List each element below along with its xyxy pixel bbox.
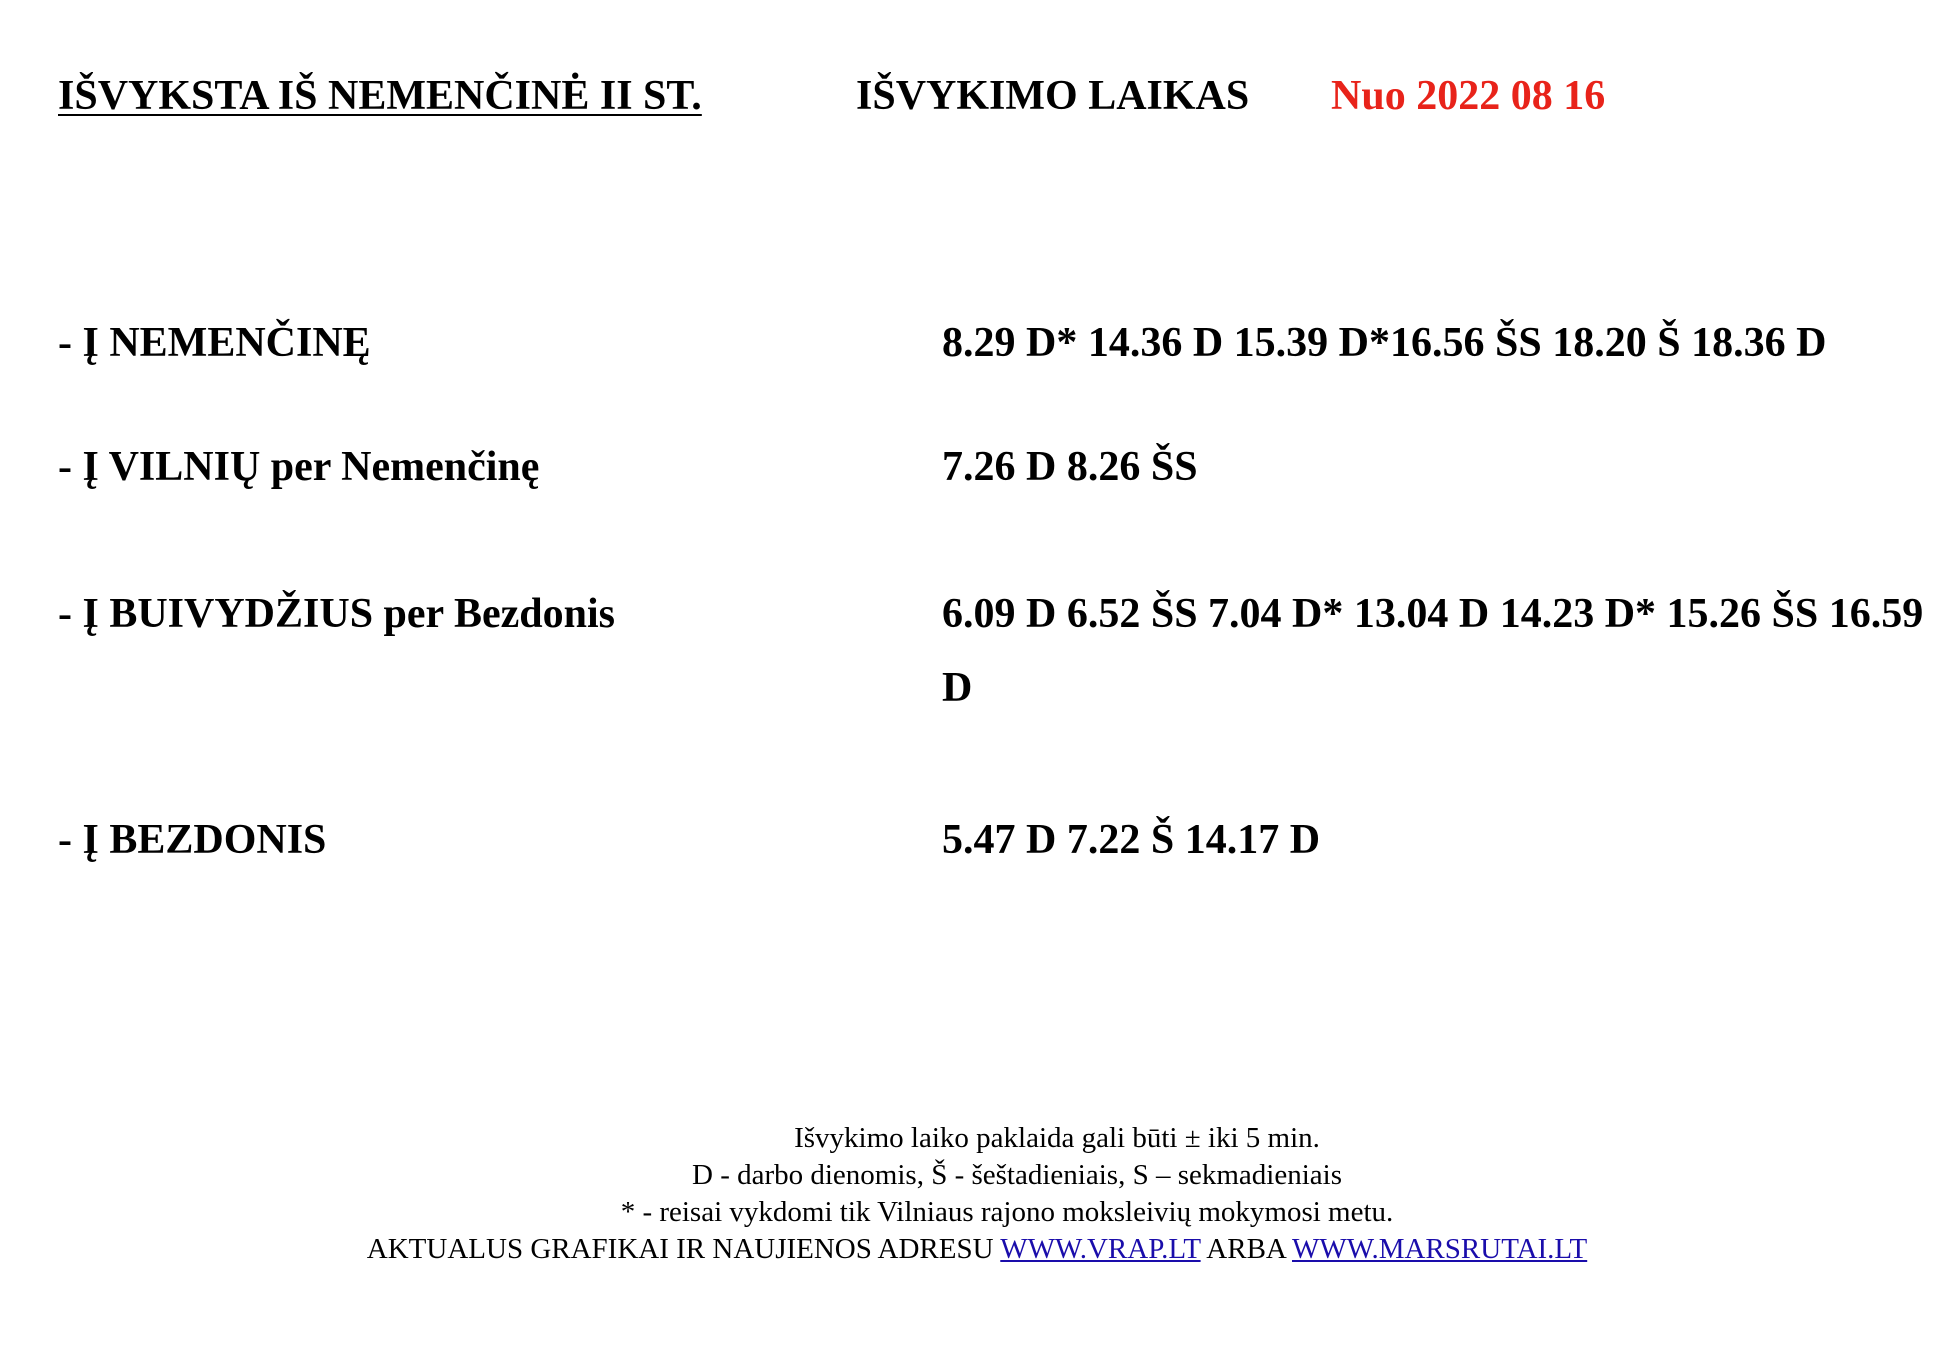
marsrutai-link[interactable]: WWW.MARSRUTAI.LT [1292,1233,1588,1265]
route-destination: - Į BEZDONIS [58,817,327,863]
route-destination: - Į NEMENČINĘ [58,320,371,366]
legend-note: D - darbo dienomis, Š - šeštadieniais, S – sekmadieniais [692,1159,1342,1191]
schedule-header [58,66,1938,126]
route-times: 7.26 D 8.26 ŠS [942,444,1198,490]
vrap-link[interactable]: WWW.VRAP.LT [1000,1233,1201,1265]
valid-from-date: Nuo 2022 08 16 [1331,73,1606,119]
route-times: 8.29 D* 14.36 D 15.39 D*16.56 ŠS 18.20 Š 18.36 D [942,320,1827,366]
student-note: * - reisai vykdomi tik Vilniaus rajono moksleivių mokymosi metu. [620,1196,1394,1228]
route-destination: - Į VILNIŲ per Nemenčinę [58,444,540,490]
info-line [0,1231,1954,1268]
route-times: 6.09 D 6.52 ŠS 7.04 D* 13.04 D 14.23 D* 15.26 ŠS 16.59 D [942,591,1924,711]
info-middle: ARBA [1206,1233,1286,1265]
tolerance-note: Išvykimo laiko paklaida gali būti ± iki 5 min. [794,1122,1320,1154]
route-times: 5.47 D 7.22 Š 14.17 D [942,817,1321,863]
departure-time-title: IŠVYKIMO LAIKAS [856,73,1250,119]
station-title: IŠVYKSTA IŠ NEMENČINĖ II ST. [58,73,702,119]
route-destination: - Į BUIVYDŽIUS per Bezdonis [58,591,615,637]
info-prefix: AKTUALUS GRAFIKAI IR NAUJIENOS ADRESU [366,1233,994,1265]
schedule-footer [0,1120,1954,1268]
